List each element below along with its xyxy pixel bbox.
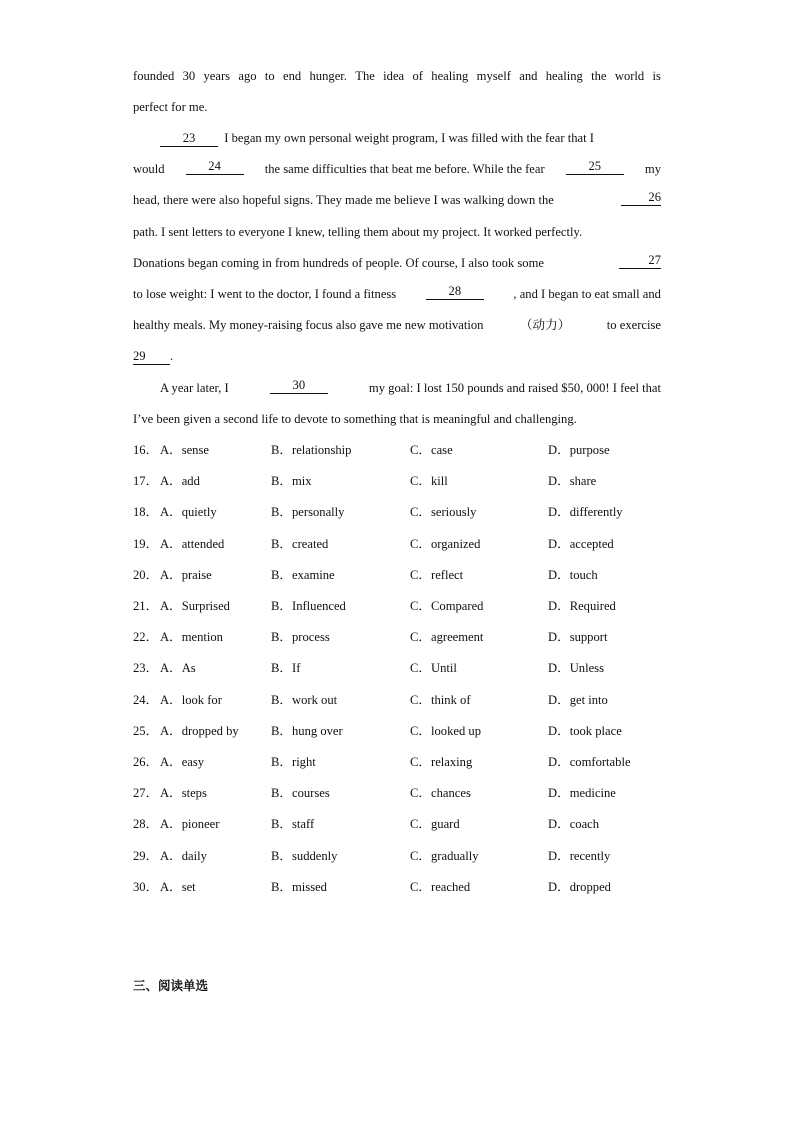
option-d[interactable]: D．recently xyxy=(548,849,611,863)
option-b[interactable]: B．missed xyxy=(271,880,327,894)
option-d[interactable]: D．differently xyxy=(548,505,623,519)
passage-line-7 xyxy=(133,253,661,273)
question-number: 22． xyxy=(133,630,159,644)
question-row xyxy=(133,846,661,866)
question-row xyxy=(133,471,661,491)
option-d[interactable]: D．Required xyxy=(548,599,616,613)
question-row xyxy=(133,534,661,554)
question-number: 26． xyxy=(133,755,159,769)
question-row xyxy=(133,721,661,741)
word: myself xyxy=(476,69,511,83)
question-number: 23． xyxy=(133,661,159,675)
text: to exercise xyxy=(606,318,661,332)
question-number: 21． xyxy=(133,599,159,613)
option-b[interactable]: B．staff xyxy=(271,817,315,831)
word: and xyxy=(519,69,538,83)
option-d[interactable]: D．took place xyxy=(548,724,622,738)
passage-line-3 xyxy=(160,128,661,148)
blank-25: 25 xyxy=(566,159,624,175)
option-d[interactable]: D．support xyxy=(548,630,608,644)
option-d[interactable]: D．dropped xyxy=(548,880,611,894)
option-d[interactable]: D．get into xyxy=(548,693,608,707)
question-row xyxy=(133,627,661,647)
blank-24: 24 xyxy=(186,159,244,175)
option-d[interactable]: D．share xyxy=(548,474,597,488)
option-c[interactable]: C．organized xyxy=(410,537,481,551)
question-number: 16． xyxy=(133,443,159,457)
question-number: 17． xyxy=(133,474,159,488)
option-b[interactable]: B．created xyxy=(271,537,329,551)
option-c[interactable]: C．gradually xyxy=(410,849,479,863)
question-row xyxy=(133,658,661,678)
option-b[interactable]: B．If xyxy=(271,661,301,675)
passage-line-4 xyxy=(133,159,661,179)
question-number: 19． xyxy=(133,537,159,551)
question-row xyxy=(133,440,661,460)
word: healing xyxy=(545,69,583,83)
word: 30 xyxy=(182,69,196,83)
text: would xyxy=(133,162,165,176)
option-c[interactable]: C．reached xyxy=(410,880,471,894)
option-a[interactable]: A．set xyxy=(160,880,196,894)
option-a[interactable]: A．dropped by xyxy=(160,724,239,738)
option-a[interactable]: A．pioneer xyxy=(160,817,220,831)
option-d[interactable]: D．Unless xyxy=(548,661,604,675)
option-c[interactable]: C．looked up xyxy=(410,724,482,738)
text: my goal: I lost 150 pounds and raised $50, 000! I feel that xyxy=(368,381,661,395)
text: . xyxy=(170,349,174,363)
option-d[interactable]: D．purpose xyxy=(548,443,610,457)
option-c[interactable]: C．Compared xyxy=(410,599,484,613)
option-b[interactable]: B．courses xyxy=(271,786,330,800)
word: The xyxy=(355,69,375,83)
option-d[interactable]: D．touch xyxy=(548,568,598,582)
option-b[interactable]: B．process xyxy=(271,630,330,644)
passage-line-2: perfect for me. xyxy=(133,100,208,114)
text: to lose weight: I went to the doctor, I found a fitness xyxy=(133,287,397,301)
passage-line-6: path. I sent letters to everyone I knew, telling them about my project. It worked perfectly. xyxy=(133,225,583,239)
word: world xyxy=(614,69,645,83)
option-c[interactable]: C．reflect xyxy=(410,568,464,582)
option-c[interactable]: C．chances xyxy=(410,786,471,800)
option-a[interactable]: A．attended xyxy=(160,537,225,551)
blank-23: 23 xyxy=(160,131,218,147)
question-row xyxy=(133,596,661,616)
question-number: 20． xyxy=(133,568,159,582)
word: years xyxy=(203,69,231,83)
passage-line-10 xyxy=(133,346,661,366)
option-a[interactable]: A．easy xyxy=(160,755,205,769)
text: I began my own personal weight program, I was filled with the fear that I xyxy=(224,131,594,145)
passage-line-5 xyxy=(133,190,661,210)
question-number: 24． xyxy=(133,693,159,707)
option-d[interactable]: D．medicine xyxy=(548,786,616,800)
question-row xyxy=(133,783,661,803)
option-b[interactable]: B．work out xyxy=(271,693,338,707)
option-c[interactable]: C．relaxing xyxy=(410,755,473,769)
passage-line-11 xyxy=(160,378,661,398)
option-c[interactable]: C．guard xyxy=(410,817,460,831)
word: idea xyxy=(383,69,405,83)
question-number: 25． xyxy=(133,724,159,738)
option-a[interactable]: A．sense xyxy=(160,443,209,457)
option-a[interactable]: A．Surprised xyxy=(160,599,230,613)
option-a[interactable]: A．add xyxy=(160,474,200,488)
text: Donations began coming in from hundreds of people. Of course, I also took some xyxy=(133,256,544,270)
word: end xyxy=(283,69,302,83)
option-b[interactable]: B．mix xyxy=(271,474,312,488)
blank-27: 27 xyxy=(619,253,661,269)
text: , and I began to eat small and xyxy=(513,287,661,301)
question-row xyxy=(133,565,661,585)
option-a[interactable]: A．As xyxy=(160,661,196,675)
question-row xyxy=(133,690,661,710)
option-a[interactable]: A．steps xyxy=(160,786,207,800)
word: healing xyxy=(431,69,469,83)
option-c[interactable]: C．case xyxy=(410,443,453,457)
blank-29: 29 xyxy=(133,349,170,365)
text: （动力） xyxy=(519,317,571,332)
option-a[interactable]: A．look for xyxy=(160,693,222,707)
word: is xyxy=(652,69,661,83)
option-c[interactable]: C．kill xyxy=(410,474,448,488)
option-d[interactable]: D．coach xyxy=(548,817,600,831)
passage-line-12: I’ve been given a second life to devote to something that is meaningful and challenging. xyxy=(133,412,577,426)
option-a[interactable]: A．mention xyxy=(160,630,223,644)
text: my xyxy=(644,162,661,176)
text: the same difficulties that beat me before. While the fear xyxy=(264,162,545,176)
option-b[interactable]: B．suddenly xyxy=(271,849,338,863)
text: healthy meals. My money-raising focus also gave me new motivation xyxy=(133,318,484,332)
option-a[interactable]: A．quietly xyxy=(160,505,217,519)
option-b[interactable]: B．hung over xyxy=(271,724,343,738)
question-row xyxy=(133,502,661,522)
section-heading: 三、阅读单选 xyxy=(133,978,209,993)
question-row xyxy=(133,877,661,897)
word: the xyxy=(591,69,607,83)
option-c[interactable]: C．think of xyxy=(410,693,471,707)
question-number: 18． xyxy=(133,505,159,519)
blank-30: 30 xyxy=(270,378,328,394)
option-d[interactable]: D．comfortable xyxy=(548,755,631,769)
question-number: 27． xyxy=(133,786,159,800)
option-a[interactable]: A．praise xyxy=(160,568,212,582)
option-b[interactable]: B．Influenced xyxy=(271,599,346,613)
passage-line-1 xyxy=(133,66,661,86)
question-number: 29． xyxy=(133,849,159,863)
text: A year later, I xyxy=(160,381,229,395)
option-a[interactable]: A．daily xyxy=(160,849,207,863)
option-b[interactable]: B．relationship xyxy=(271,443,352,457)
blank-26: 26 xyxy=(621,190,661,206)
question-number: 28． xyxy=(133,817,159,831)
option-b[interactable]: B．right xyxy=(271,755,316,769)
option-c[interactable]: C．agreement xyxy=(410,630,484,644)
passage-line-8 xyxy=(133,284,661,304)
option-b[interactable]: B．personally xyxy=(271,505,345,519)
option-c[interactable]: C．Until xyxy=(410,661,457,675)
blank-28: 28 xyxy=(426,284,484,300)
word: of xyxy=(412,69,423,83)
question-row xyxy=(133,814,661,834)
word: founded xyxy=(133,69,175,83)
question-row xyxy=(133,752,661,772)
text: head, there were also hopeful signs. They made me believe I was walking down the xyxy=(133,193,554,207)
option-c[interactable]: C．seriously xyxy=(410,505,477,519)
passage-line-9 xyxy=(133,315,661,335)
question-number: 30． xyxy=(133,880,159,894)
word: hunger. xyxy=(309,69,347,83)
word: to xyxy=(264,69,275,83)
option-d[interactable]: D．accepted xyxy=(548,537,614,551)
word: ago xyxy=(238,69,257,83)
option-b[interactable]: B．examine xyxy=(271,568,335,582)
